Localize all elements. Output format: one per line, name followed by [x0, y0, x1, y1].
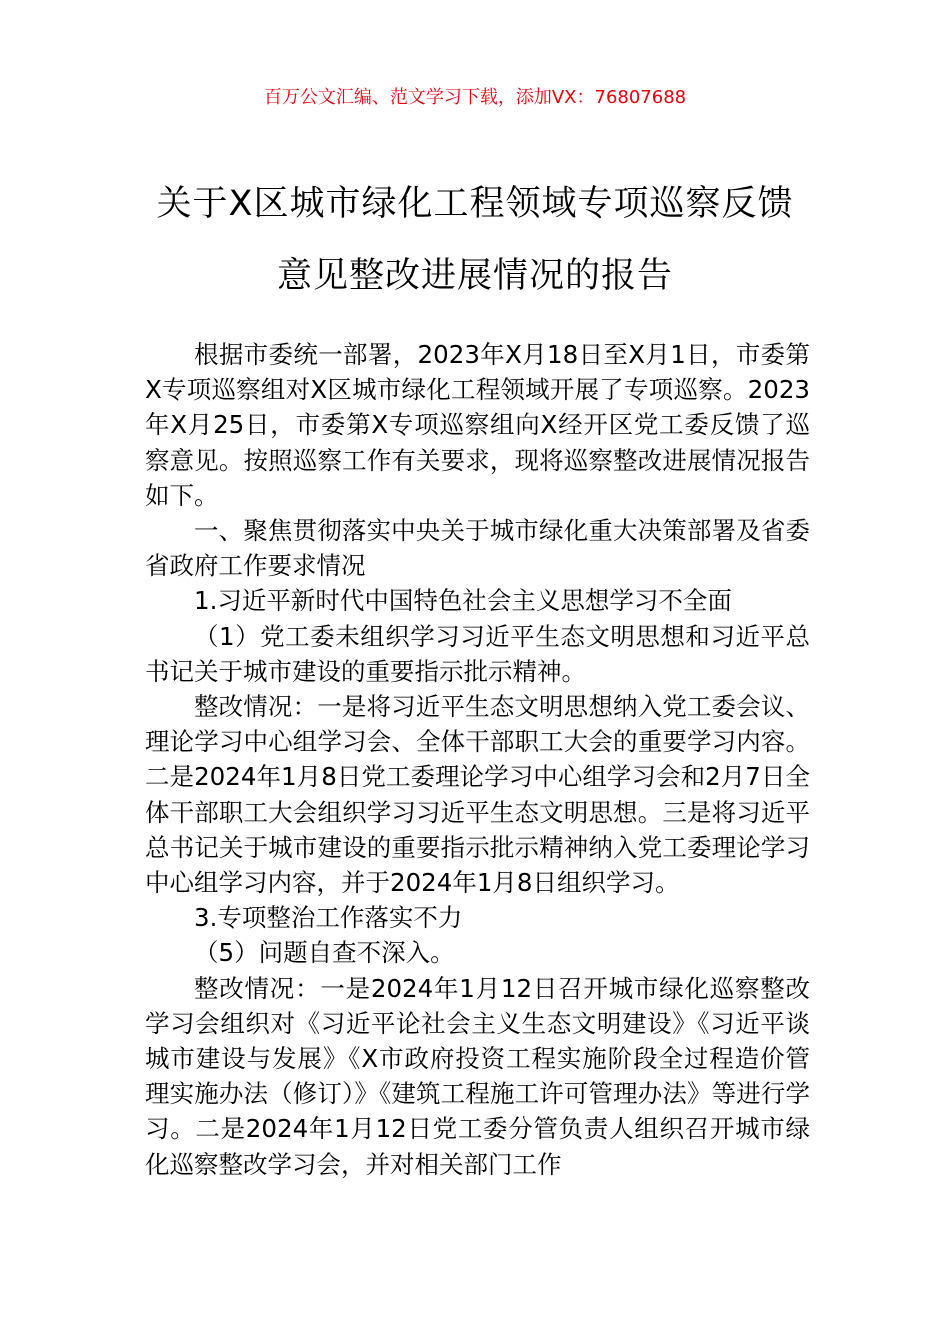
document-body — [145, 337, 810, 1182]
document-title — [130, 168, 820, 312]
issue-item-5: （5）问题自查不深入。 — [194, 938, 455, 968]
subheading-1: 1.习近平新时代中国特色社会主义思想学习不全面 — [194, 586, 732, 616]
issue-item-1: （1）党工委未组织学习习近平生态文明思想和习近平总书记关于城市建设的重要指示批示精神。 — [145, 621, 810, 686]
rectification-paragraph-2: 整改情况：一是2024年1月12日召开城市绿化巡察整改学习会组织对《习近平论社会主义生态文明建设》《习近平谈城市建设与发展》《X市政府投资工程实施阶段全过程造价管理实施办法（修订）》《建筑工程施工许可管理办法》等进行学习。二是2024年1月12日党工委分管负责人组织召开城市绿化巡察整改学习会，并对相关部门工作 — [145, 973, 810, 1179]
title-line-2: 意见整改进展情况的报告 — [276, 256, 673, 296]
paragraph-intro: 根据市委统一部署，2023年X月18日至X月1日，市委第X专项巡察组对X区城市绿化工程领域开展了专项巡察。2023年X月25日，市委第X专项巡察组向X经开区党工委反馈了巡察意见。按照巡察工作有关要求，现将巡察整改进展情况报告如下。 — [145, 340, 810, 510]
section-heading-1: 一、聚焦贯彻落实中央关于城市绿化重大决策部署及省委省政府工作要求情况 — [145, 516, 810, 581]
header-banner: 百万公文汇编、范文学习下载，添加VX：76807688 — [263, 87, 687, 108]
title-line-1: 关于X区城市绿化工程领域专项巡察反馈 — [156, 184, 794, 224]
rectification-paragraph-1: 整改情况：一是将习近平生态文明思想纳入党工委会议、理论学习中心组学习会、全体干部职工大会的重要学习内容。二是2024年1月8日党工委理论学习中心组学习会和2月7日全体干部职工大会组织学习习近平生态文明思想。三是将习近平总书记关于城市建设的重要指示批示精神纳入党工委理论学习中心组学习内容，并于2024年1月8日组织学习。 — [145, 692, 810, 898]
subheading-3: 3.专项整治工作落实不力 — [194, 903, 463, 933]
